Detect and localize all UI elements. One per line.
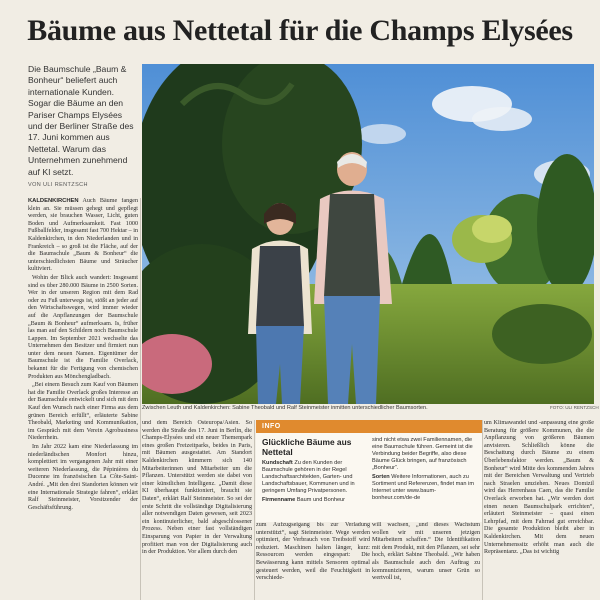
column-divider	[140, 198, 141, 600]
byline: VON ULI RENTZSCH	[28, 182, 88, 188]
info-column-right	[372, 437, 476, 520]
paragraph-2: Wohin der Blick auch wandert: Insgesamt sind es über 280.000 Bäume in 2500 Sorten. Wer in der unseren Region mit dem Rad oder zu Fuß unterwegs ist, stößt an jeder auf den Wirtschaftswegen, wird immer wieder auf die Anpflanzungen der Baumschule „Baum & Bonheur“ aufmerksam. Is, früher las man auf den Schildern noch Baumschule Lappen. Im September 2021 wechselte das Unternehmen den Besitzer und firmiert nun unter dem neuen Namen. Eigentümer der Baumschule ist die Familie Overlack, bekannt für die Fertigung von chemischen Produkten aus Mönchengladbach.	[28, 274, 138, 380]
info-text: Baum und Bonheur	[296, 497, 346, 503]
column-5-text: um Klimawandel und -anpassung eine große Beratung für größere Kommunen, die die Anpflanzung von größeren Bäumen anvisieren. Schließlich könne die Beschattung durch Bäume zu einem Überlebensfaktor werden. „Baum & Bonheur“ wird Mitte des kommenden Jahres mit der Bereichen Verwaltung und Vertrieb nach Straelen umziehen. Neues Domizil wird das Herrenhaus Caen, das die Familie Overlack erworben hat. „Wir werden dort einen neuen Baumschulpark errichten“, erläutert Steinmeister – quasi einen Lehrpfad, mit dem Fahrrad gut erreichbar. Die gesamte Produktion bleibt aber in Kaldenkirchen. Mit dem neuen Unternehmenssitz erhöht man auch die Repräsentanz. „Das ist wichtig	[484, 420, 594, 556]
info-text: Zu den Kunden der Baumschule gehören in der Regel Landschaftsarchitekten, Garten- und Landschaftsbauer, Kommunen und in geringem Umfang Privatpersonen.	[262, 460, 355, 494]
info-text: sind nicht etwa zwei Familiennamen, die eine Baumschule führen. Gemeint ist die Verbindung beider Begriffe, also diese Bäume Glück bringen, auf französisch „Bonheur“.	[372, 437, 473, 471]
lead-paragraph: Die Baumschule „Baum & Bonheur“ beliefert auch internationale Kunden. Sogar die Bäume an den Pariser Champs Elysées und der Berliner Straße des 17. Juni kommen aus Nettetal. Warum das Unternehmen zunehmend auf KI setzt.	[28, 64, 134, 177]
column-2-text: und dem Bereich Osteuropa/Asien. So werden die Straße des 17. Juni in Berlin, die Champs-Elysées und ein neuer Themenpark eines großen Freizeitparks, beides in Paris, mit Bäumen ausgestattet. Am Standort Kaldenkirchen kümmern sich 140 Mitarbeiterinnen und Mitarbeiter um die Pflanzen. Unterstützt werden sie dabei von einer künstlichen Intelligenz. „Damit diese KI überhaupt funktioniert, braucht sie Daten“, erklärt Ralf Steinmeister. So sei der erste Schritt die vollständige Digitalisierung aller notwendigen Daten gewesen, seit 2023 ein kontinuierlicher, bald abgeschlossener Prozess. Neben einer fast vollständigen Einsparung von Papier in der Verwaltung profitiert man von der Digitalisierung auch in der Produktion. Vor allem durch den	[142, 420, 252, 556]
article-column-3	[256, 522, 370, 600]
paragraph-1-text: Auch Bäume fangen klein an. Sie müssen gehegt und gepflegt werden, sie brauchen Wasser, Licht, guten Boden und Aufmerksamkeit. Fast 1000 Fußballfelder, insgesamt fast 700 Hektar – in Kaldenkirchen, in den Niederlanden und in Frankreich – so groß ist die Fläche, auf der die Baumschule „Baum & Bonheur“ die unterschiedlichsten Bäume und Sträucher kultiviert.	[28, 198, 138, 273]
column-4-text: will wachsen, „und dieses Wachstum wollen wir mit unseren jetzigen Mitarbeitern schaffen.“ Die Identifikation mit dem Produkt, mit den Pflanzen, sei sehr hoch, erklärt Sabine Theobald. „Wir haben als Baumschule auch den Auftrag zu kommunizieren, warum unser Grün so wertvoll ist,	[372, 522, 480, 582]
article-column-1	[28, 198, 138, 600]
headline: Bäume aus Nettetal für die Champs Elysées	[27, 14, 573, 47]
info-item-sorten	[372, 474, 476, 502]
article-column-2	[142, 420, 252, 600]
info-title: Glückliche Bäume aus Nettetal	[262, 437, 352, 457]
photo-caption: Zwischen Leuth und Kaldenkirchen: Sabine Theobald und Ralf Steinmeister inmitten unterschiedlicher Baumsorten.	[142, 405, 428, 411]
paragraph-1	[28, 198, 138, 274]
column-divider	[482, 420, 483, 600]
info-item-continued	[372, 437, 476, 472]
paragraph-3: „Bei einem Besuch zum Kauf von Bäumen hat die Familie Overlack großes Interesse an der Baumschule entwickelt und sich mit dem Kauf den Wunsch nach einer Firma aus dem grünen Bereich erfüllt“, erläuterte Sabine Theobald, Marketing und Kommunikation, im Gespräch mit dem Verein Agrobusiness Niederrhein.	[28, 382, 138, 442]
column-3-text: zum Aufzugseigang bis zur Verladung unterstützt“, sagt Steinmeister. Wege werden optimiert, der Verbrauch von Treibstoff wird reduziert. Maschinen halten länger, kurz: Ressourcen werden eingespart: Die Bewässerung kann mittels Sensoren optimal gesteuert werden, weil die Feuchtigkeit in verschiede-	[256, 522, 370, 582]
info-item-kundschaft	[262, 460, 368, 495]
dateline: KALDENKIRCHEN	[28, 198, 79, 204]
info-item-firmenname	[262, 497, 368, 504]
info-label: Kundschaft	[262, 460, 293, 466]
info-text: Weitere Informationen, auch zu Sortiment und Referenzen, findet man im Internet unter www.baum-bonheur.com/de-de	[372, 474, 474, 501]
photo-illustration	[142, 64, 594, 404]
paragraph-4: Im Jahr 2022 kam eine Niederlassung im niederländischen Monfort hinzu, komplettiert im vergangenen Jahr mit einer weiteren Niederlassung, die Pépinières du Ducenne im französischen La Côte-Saint-André. „Mit den drei Standorten können wir eine Internationale Strategie fahren“, erklärt Ralf Steinmeister, Vorsitzender der Geschäftsführung.	[28, 444, 138, 511]
article-column-5	[484, 420, 594, 600]
info-label: Sorten	[372, 474, 390, 480]
info-label: Firmenname	[262, 497, 296, 503]
column-divider	[254, 420, 255, 600]
article-photo	[142, 64, 594, 404]
info-column-left	[262, 460, 368, 520]
article-column-4	[372, 522, 480, 600]
photo-credit: FOTO: ULI RENTZSCH	[550, 405, 599, 410]
info-tag: INFO	[256, 420, 482, 433]
